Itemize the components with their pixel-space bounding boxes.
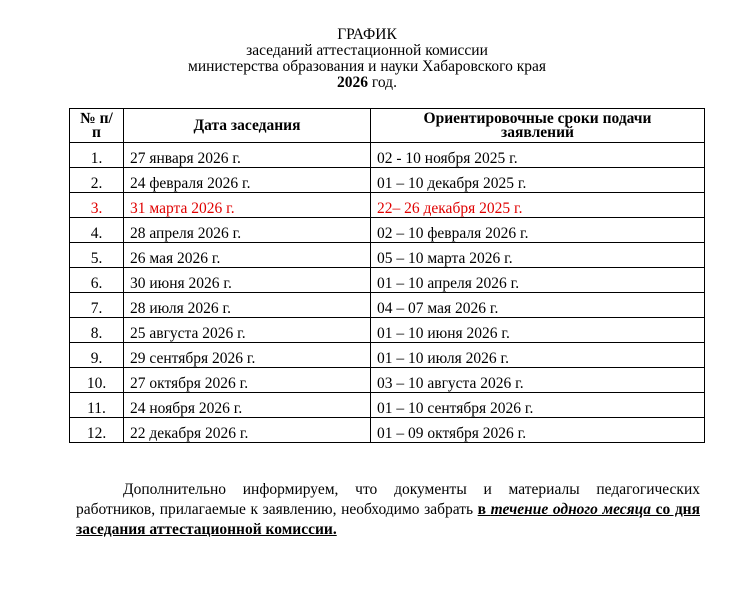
table-row (70, 143, 705, 168)
row-date: 24 февраля 2026 г. (124, 168, 371, 193)
header-year-line (0, 75, 734, 91)
header-line-2: министерства образования и науки Хабаровского края (188, 58, 546, 75)
table-row (70, 393, 705, 418)
header-line-1: заседаний аттестационной комиссии (246, 42, 488, 59)
document-title: ГРАФИК (337, 26, 397, 43)
column-header-period: Ориентировочные сроки подачи заявлений (371, 109, 705, 143)
row-number: 7. (70, 293, 124, 318)
row-number: 2. (70, 168, 124, 193)
row-date: 25 августа 2026 г. (124, 318, 371, 343)
row-number: 4. (70, 218, 124, 243)
row-period: 01 – 09 октября 2026 г. (371, 418, 705, 443)
table-header-row (70, 109, 705, 143)
note-text: Дополнительно информируем, что документы и материалы педагогических работников, прилагаемые к заявлению, необходимо забрать (76, 481, 700, 518)
row-date: 28 апреля 2026 г. (124, 218, 371, 243)
row-number: 9. (70, 343, 124, 368)
row-period: 01 – 10 июня 2026 г. (371, 318, 705, 343)
row-number: 10. (70, 368, 124, 393)
schedule-table (69, 108, 705, 443)
table-row (70, 268, 705, 293)
table-row (70, 343, 705, 368)
row-number: 11. (70, 393, 124, 418)
row-period: 01 – 10 июля 2026 г. (371, 343, 705, 368)
row-date: 27 октября 2026 г. (124, 368, 371, 393)
row-period: 22– 26 декабря 2025 г. (371, 193, 705, 218)
table-row (70, 368, 705, 393)
row-period: 05 – 10 марта 2026 г. (371, 243, 705, 268)
note-emphasis: в течение одного месяца со дня заседания аттестационной комиссии. (76, 501, 700, 538)
row-period: 02 - 10 ноября 2025 г. (371, 143, 705, 168)
row-number: 1. (70, 143, 124, 168)
row-number: 5. (70, 243, 124, 268)
row-date: 29 сентября 2026 г. (124, 343, 371, 368)
row-date: 27 января 2026 г. (124, 143, 371, 168)
row-date: 28 июля 2026 г. (124, 293, 371, 318)
note-paragraph (76, 480, 700, 540)
column-header-number: № п/п (70, 109, 124, 143)
row-period: 04 – 07 мая 2026 г. (371, 293, 705, 318)
table-row (70, 318, 705, 343)
row-date: 30 июня 2026 г. (124, 268, 371, 293)
document-header (0, 27, 734, 91)
row-number: 6. (70, 268, 124, 293)
table-row (70, 193, 705, 218)
header-year: 2026 (337, 74, 369, 91)
row-number: 3. (70, 193, 124, 218)
row-date: 24 ноября 2026 г. (124, 393, 371, 418)
row-number: 12. (70, 418, 124, 443)
column-header-date: Дата заседания (124, 109, 371, 143)
table-row (70, 293, 705, 318)
table-row (70, 218, 705, 243)
table-row (70, 243, 705, 268)
table-row (70, 168, 705, 193)
table-row (70, 418, 705, 443)
row-period: 01 – 10 сентября 2026 г. (371, 393, 705, 418)
row-period: 02 – 10 февраля 2026 г. (371, 218, 705, 243)
row-period: 01 – 10 декабря 2025 г. (371, 168, 705, 193)
header-year-suffix: год. (368, 74, 397, 91)
row-date: 26 мая 2026 г. (124, 243, 371, 268)
row-date: 22 декабря 2026 г. (124, 418, 371, 443)
row-period: 03 – 10 августа 2026 г. (371, 368, 705, 393)
row-number: 8. (70, 318, 124, 343)
row-date: 31 марта 2026 г. (124, 193, 371, 218)
row-period: 01 – 10 апреля 2026 г. (371, 268, 705, 293)
